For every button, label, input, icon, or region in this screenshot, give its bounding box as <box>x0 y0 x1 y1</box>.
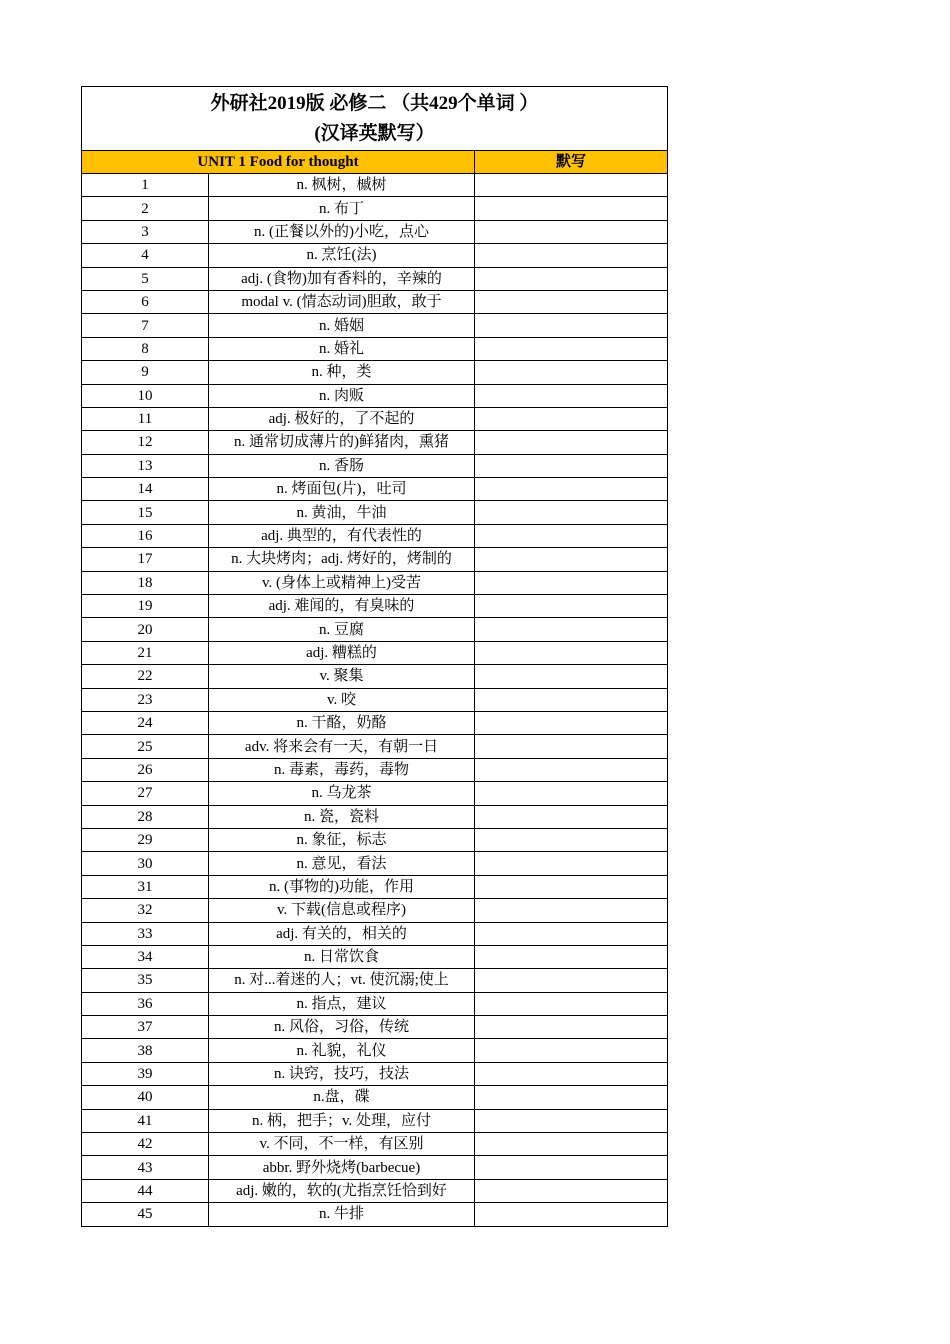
row-number: 16 <box>82 524 209 547</box>
answer-cell[interactable] <box>475 1133 668 1156</box>
row-number: 8 <box>82 337 209 360</box>
chinese-meaning: n. 枫树，槭树 <box>209 174 475 197</box>
table-body <box>82 174 668 1227</box>
row-number: 17 <box>82 548 209 571</box>
answer-cell[interactable] <box>475 478 668 501</box>
row-number: 27 <box>82 782 209 805</box>
table-row <box>82 852 668 875</box>
row-number: 24 <box>82 711 209 734</box>
row-number: 14 <box>82 478 209 501</box>
row-number: 42 <box>82 1133 209 1156</box>
row-number: 28 <box>82 805 209 828</box>
answer-cell[interactable] <box>475 875 668 898</box>
row-number: 30 <box>82 852 209 875</box>
answer-cell[interactable] <box>475 174 668 197</box>
answer-cell[interactable] <box>475 431 668 454</box>
chinese-meaning: n.盘，碟 <box>209 1086 475 1109</box>
row-number: 29 <box>82 828 209 851</box>
row-number: 13 <box>82 454 209 477</box>
document-title <box>82 87 668 151</box>
row-number: 11 <box>82 407 209 430</box>
title-line-1: 外研社2019版 必修二 （共429个单词 ） <box>210 92 539 114</box>
chinese-meaning: adj. 难闻的，有臭味的 <box>209 595 475 618</box>
answer-cell[interactable] <box>475 290 668 313</box>
answer-cell[interactable] <box>475 828 668 851</box>
answer-cell[interactable] <box>475 969 668 992</box>
table-row <box>82 688 668 711</box>
row-number: 1 <box>82 174 209 197</box>
chinese-meaning: n. 豆腐 <box>209 618 475 641</box>
row-number: 40 <box>82 1086 209 1109</box>
row-number: 39 <box>82 1062 209 1085</box>
answer-cell[interactable] <box>475 454 668 477</box>
chinese-meaning: n. 礼貌，礼仪 <box>209 1039 475 1062</box>
row-number: 43 <box>82 1156 209 1179</box>
table-row <box>82 992 668 1015</box>
answer-cell[interactable] <box>475 665 668 688</box>
answer-cell[interactable] <box>475 384 668 407</box>
table-row <box>82 431 668 454</box>
table-row <box>82 1086 668 1109</box>
table-row <box>82 618 668 641</box>
row-number: 26 <box>82 758 209 781</box>
chinese-meaning: v. 下载(信息或程序) <box>209 899 475 922</box>
title-line-2: (汉译英默写） <box>314 122 435 144</box>
table-row <box>82 922 668 945</box>
table-row <box>82 501 668 524</box>
table-row <box>82 641 668 664</box>
table-row <box>82 1062 668 1085</box>
row-number: 25 <box>82 735 209 758</box>
table-row <box>82 665 668 688</box>
chinese-meaning: n. 牛排 <box>209 1203 475 1226</box>
answer-cell[interactable] <box>475 758 668 781</box>
chinese-meaning: n. 对...着迷的人；vt. 使沉溺;使上 <box>209 969 475 992</box>
table-row <box>82 220 668 243</box>
chinese-meaning: n. 布丁 <box>209 197 475 220</box>
answer-cell[interactable] <box>475 945 668 968</box>
table-row <box>82 1156 668 1179</box>
table-row <box>82 1203 668 1226</box>
chinese-meaning: n. 烹饪(法) <box>209 244 475 267</box>
answer-cell[interactable] <box>475 244 668 267</box>
row-number: 12 <box>82 431 209 454</box>
answer-cell[interactable] <box>475 1039 668 1062</box>
table-row <box>82 384 668 407</box>
row-number: 31 <box>82 875 209 898</box>
answer-cell[interactable] <box>475 735 668 758</box>
row-number: 9 <box>82 361 209 384</box>
chinese-meaning: n. 通常切成薄片的)鲜猪肉，熏猪 <box>209 431 475 454</box>
table-row <box>82 782 668 805</box>
chinese-meaning: n. (事物的)功能，作用 <box>209 875 475 898</box>
row-number: 41 <box>82 1109 209 1132</box>
table-row <box>82 735 668 758</box>
chinese-meaning: n. 诀窍，技巧，技法 <box>209 1062 475 1085</box>
table-row <box>82 478 668 501</box>
answer-cell[interactable] <box>475 688 668 711</box>
table-row <box>82 945 668 968</box>
answer-cell[interactable] <box>475 992 668 1015</box>
answer-cell[interactable] <box>475 899 668 922</box>
table-row <box>82 595 668 618</box>
table-row <box>82 244 668 267</box>
row-number: 6 <box>82 290 209 313</box>
answer-cell[interactable] <box>475 805 668 828</box>
chinese-meaning: n. 黄油，牛油 <box>209 501 475 524</box>
answer-cell[interactable] <box>475 1179 668 1202</box>
answer-cell[interactable] <box>475 641 668 664</box>
chinese-meaning: abbr. 野外烧烤(barbecue) <box>209 1156 475 1179</box>
answer-cell[interactable] <box>475 571 668 594</box>
answer-cell[interactable] <box>475 197 668 220</box>
row-number: 18 <box>82 571 209 594</box>
answer-cell[interactable] <box>475 407 668 430</box>
table-row <box>82 174 668 197</box>
table-row <box>82 407 668 430</box>
chinese-meaning: n. 大块烤肉；adj. 烤好的，烤制的 <box>209 548 475 571</box>
answer-cell[interactable] <box>475 548 668 571</box>
chinese-meaning: n. 意见，看法 <box>209 852 475 875</box>
answer-cell[interactable] <box>475 922 668 945</box>
chinese-meaning: n. 烤面包(片)，吐司 <box>209 478 475 501</box>
table-row <box>82 1039 668 1062</box>
unit-header: UNIT 1 Food for thought <box>82 151 475 174</box>
table-row <box>82 1133 668 1156</box>
answer-cell[interactable] <box>475 782 668 805</box>
chinese-meaning: n. 肉贩 <box>209 384 475 407</box>
chinese-meaning: v. 聚集 <box>209 665 475 688</box>
row-number: 19 <box>82 595 209 618</box>
table-row <box>82 197 668 220</box>
chinese-meaning: v. 咬 <box>209 688 475 711</box>
answer-cell[interactable] <box>475 618 668 641</box>
row-number: 7 <box>82 314 209 337</box>
answer-header: 默写 <box>475 151 668 174</box>
chinese-meaning: n. 指点，建议 <box>209 992 475 1015</box>
chinese-meaning: v. (身体上或精神上)受苦 <box>209 571 475 594</box>
chinese-meaning: adj. 有关的，相关的 <box>209 922 475 945</box>
answer-cell[interactable] <box>475 1016 668 1039</box>
answer-cell[interactable] <box>475 711 668 734</box>
answer-cell[interactable] <box>475 220 668 243</box>
row-number: 5 <box>82 267 209 290</box>
answer-cell[interactable] <box>475 267 668 290</box>
answer-cell[interactable] <box>475 501 668 524</box>
table-row <box>82 758 668 781</box>
answer-cell[interactable] <box>475 595 668 618</box>
chinese-meaning: adv. 将来会有一天，有朝一日 <box>209 735 475 758</box>
row-number: 33 <box>82 922 209 945</box>
row-number: 15 <box>82 501 209 524</box>
row-number: 21 <box>82 641 209 664</box>
chinese-meaning: n. 乌龙茶 <box>209 782 475 805</box>
row-number: 23 <box>82 688 209 711</box>
chinese-meaning: v. 不同，不一样，有区别 <box>209 1133 475 1156</box>
table-row <box>82 571 668 594</box>
table-row <box>82 1109 668 1132</box>
answer-cell[interactable] <box>475 1062 668 1085</box>
chinese-meaning: n. 象征，标志 <box>209 828 475 851</box>
row-number: 38 <box>82 1039 209 1062</box>
chinese-meaning: n. 婚礼 <box>209 337 475 360</box>
chinese-meaning: adj. 糟糕的 <box>209 641 475 664</box>
header-row <box>82 151 668 174</box>
table-row <box>82 805 668 828</box>
chinese-meaning: adj. (食物)加有香料的，辛辣的 <box>209 267 475 290</box>
vocabulary-table <box>81 86 668 1227</box>
row-number: 35 <box>82 969 209 992</box>
table-row <box>82 899 668 922</box>
answer-cell[interactable] <box>475 1086 668 1109</box>
chinese-meaning: n. 日常饮食 <box>209 945 475 968</box>
row-number: 20 <box>82 618 209 641</box>
row-number: 2 <box>82 197 209 220</box>
chinese-meaning: n. 种，类 <box>209 361 475 384</box>
table-row <box>82 314 668 337</box>
row-number: 10 <box>82 384 209 407</box>
table-row <box>82 524 668 547</box>
table-row <box>82 1179 668 1202</box>
row-number: 37 <box>82 1016 209 1039</box>
row-number: 32 <box>82 899 209 922</box>
row-number: 44 <box>82 1179 209 1202</box>
chinese-meaning: n. 柄，把手；v. 处理，应付 <box>209 1109 475 1132</box>
row-number: 45 <box>82 1203 209 1226</box>
answer-cell[interactable] <box>475 524 668 547</box>
table-row <box>82 1016 668 1039</box>
table-row <box>82 711 668 734</box>
table-row <box>82 337 668 360</box>
row-number: 4 <box>82 244 209 267</box>
table-row <box>82 875 668 898</box>
table-row <box>82 267 668 290</box>
table-row <box>82 548 668 571</box>
table-row <box>82 454 668 477</box>
chinese-meaning: adj. 典型的，有代表性的 <box>209 524 475 547</box>
chinese-meaning: n. 毒素，毒药，毒物 <box>209 758 475 781</box>
chinese-meaning: n. 风俗，习俗，传统 <box>209 1016 475 1039</box>
table-row <box>82 290 668 313</box>
chinese-meaning: adj. 极好的，了不起的 <box>209 407 475 430</box>
table-row <box>82 361 668 384</box>
answer-cell[interactable] <box>475 361 668 384</box>
chinese-meaning: adj. 嫩的，软的(尤指烹饪恰到好 <box>209 1179 475 1202</box>
table-row <box>82 969 668 992</box>
title-row <box>82 87 668 151</box>
row-number: 34 <box>82 945 209 968</box>
row-number: 22 <box>82 665 209 688</box>
answer-cell[interactable] <box>475 337 668 360</box>
row-number: 36 <box>82 992 209 1015</box>
chinese-meaning: n. 干酪，奶酪 <box>209 711 475 734</box>
answer-cell[interactable] <box>475 314 668 337</box>
answer-cell[interactable] <box>475 1156 668 1179</box>
chinese-meaning: n. (正餐以外的)小吃，点心 <box>209 220 475 243</box>
answer-cell[interactable] <box>475 852 668 875</box>
chinese-meaning: modal v. (情态动词)胆敢，敢于 <box>209 290 475 313</box>
chinese-meaning: n. 香肠 <box>209 454 475 477</box>
row-number: 3 <box>82 220 209 243</box>
answer-cell[interactable] <box>475 1203 668 1226</box>
chinese-meaning: n. 瓷，瓷料 <box>209 805 475 828</box>
chinese-meaning: n. 婚姻 <box>209 314 475 337</box>
table-row <box>82 828 668 851</box>
answer-cell[interactable] <box>475 1109 668 1132</box>
